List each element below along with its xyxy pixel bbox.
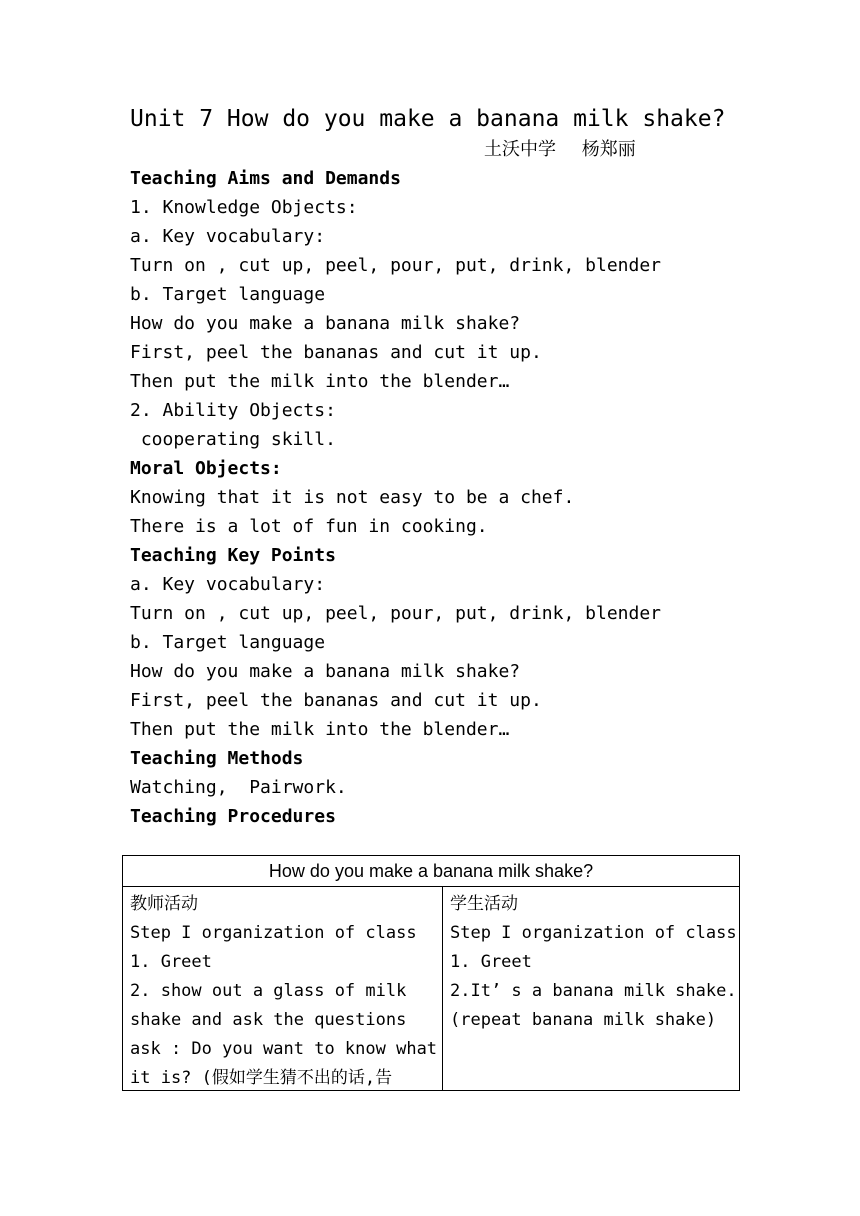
body-line: Turn on , cut up, peel, pour, put, drink, blender <box>130 603 662 624</box>
body-line: a. Key vocabulary: <box>130 574 326 595</box>
body-line: There is a lot of fun in cooking. <box>130 516 488 537</box>
student-activities-header: 学生活动 <box>450 894 518 914</box>
body-line: b. Target language <box>130 632 326 653</box>
body-line: First, peel the bananas and cut it up. <box>130 690 542 711</box>
teacher-item-2: 2. show out a glass of milk shake and ask the questions <box>130 981 407 1030</box>
body-line: a. Key vocabulary: <box>130 226 326 247</box>
body-line: Turn on , cut up, peel, pour, put, drink, blender <box>130 255 662 276</box>
student-greet: 1. Greet <box>450 952 532 972</box>
procedures-table <box>122 855 740 1091</box>
body-line: Then put the milk into the blender… <box>130 719 510 740</box>
section-heading: Teaching Methods <box>130 748 304 769</box>
body-line: Knowing that it is not easy to be a chef. <box>130 487 575 508</box>
section-heading: Moral Objects: <box>130 458 282 479</box>
teacher-step: Step I organization of class <box>130 923 417 943</box>
body-line: Then put the milk into the blender… <box>130 371 510 392</box>
document-title: Unit 7 How do you make a banana milk shake? <box>130 106 726 132</box>
student-item-2: 2.It’ s a banana milk shake. <box>450 981 737 1001</box>
body-line: Watching, Pairwork. <box>130 777 347 798</box>
teacher-activities-header: 教师活动 <box>130 894 198 914</box>
body-line: First, peel the bananas and cut it up. <box>130 342 542 363</box>
body-line: How do you make a banana milk shake? <box>130 661 521 682</box>
section-heading: Teaching Key Points <box>130 545 336 566</box>
teacher-activities-cell <box>123 887 443 1091</box>
section-heading: Teaching Procedures <box>130 806 336 827</box>
student-step: Step I organization of class <box>450 923 737 943</box>
section-heading: Teaching Aims and Demands <box>130 168 401 189</box>
body-line: b. Target language <box>130 284 326 305</box>
lesson-plan-body <box>130 164 750 831</box>
teacher-greet: 1. Greet <box>130 952 212 972</box>
author-line: 土沃中学 杨郑丽 <box>484 139 636 160</box>
teacher-ask: ask : Do you want to know what it is? (假如学生猜不出的话,告 <box>130 1039 438 1088</box>
body-line: How do you make a banana milk shake? <box>130 313 521 334</box>
procedures-table-title: How do you make a banana milk shake? <box>123 856 740 887</box>
body-line: 1. Knowledge Objects: <box>130 197 358 218</box>
body-line: 2. Ability Objects: <box>130 400 336 421</box>
student-item-3: (repeat banana milk shake) <box>450 1010 717 1030</box>
student-activities-cell <box>443 887 740 1091</box>
body-line: cooperating skill. <box>130 429 336 450</box>
